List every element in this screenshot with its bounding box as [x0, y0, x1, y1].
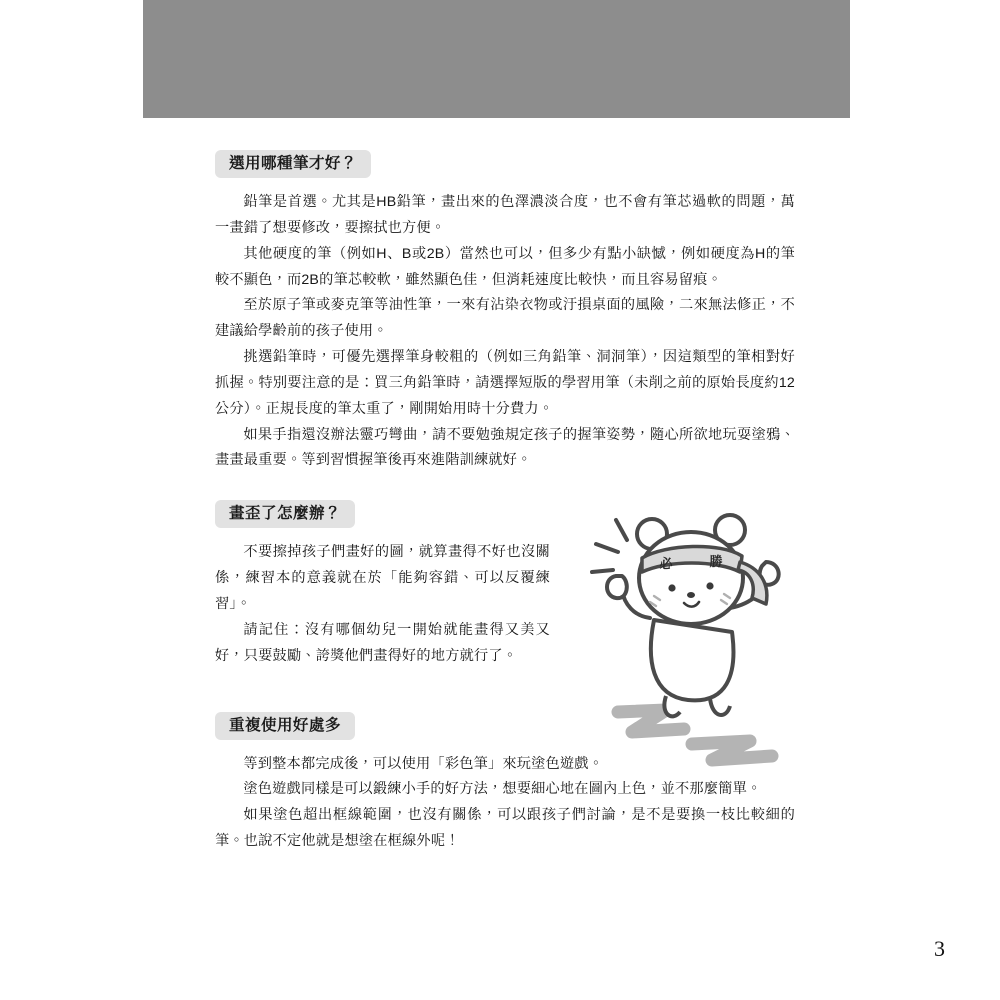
headband-text-right: 勝 [709, 554, 723, 569]
section-heading: 重複使用好處多 [215, 712, 355, 740]
section-heading: 選用哪種筆才好？ [215, 150, 371, 178]
bear-body [651, 620, 734, 700]
bear-left-paw [607, 576, 627, 598]
ground-shadow [618, 710, 772, 760]
bear-nose [687, 592, 695, 598]
paragraph: 其他硬度的筆（例如H、B或2B）當然也可以，但多少有點小缺憾，例如硬度為H的筆較不顯色，而2B的筆芯較軟，雖然顯色佳，但消耗速度比較快，而且容易留痕。 [215, 245, 795, 288]
illustration-cheering-bear [580, 500, 810, 770]
section-heading: 畫歪了怎麼辦？ [215, 500, 355, 528]
headband-text-left: 必 [659, 556, 673, 571]
paragraph: 等到整本都完成後，可以使用「彩色筆」來玩塗色遊戲。 [243, 755, 604, 772]
bear-left-eye [668, 584, 675, 591]
bear-right-leg [710, 698, 730, 715]
paragraph: 請記住：沒有哪個幼兒一開始就能畫得又美又好，只要鼓勵、誇獎他們畫得好的地方就行了。 [215, 621, 550, 664]
paragraph: 塗色遊戲同樣是可以鍛練小手的好方法，想要細心地在圖內上色，並不那麼簡單。 [243, 781, 762, 798]
motion-lines [592, 520, 627, 572]
section-pen-choice [215, 150, 795, 474]
paragraph: 如果塗色超出框線範圍，也沒有關係，可以跟孩子們討論，是不是要換一枝比較細的筆。也說不定他就是想塗在框線外呢！ [215, 807, 795, 850]
paragraph: 不要擦掉孩子們畫好的圖，就算畫得不好也沒關係，練習本的意義就在於「能夠容錯、可以反覆練習」。 [215, 544, 550, 613]
paragraph: 挑選鉛筆時，可優先選擇筆身較粗的（例如三角鉛筆、洞洞筆），因這類型的筆相對好抓握。特別要注意的是：買三角鉛筆時，請選擇短版的學習用筆（未削之前的原始長度約12公分）。正規長度的筆太重了，剛開始用時十分費力。 [215, 349, 795, 417]
paragraph: 鉛筆是首選。尤其是HB鉛筆，畫出來的色澤濃淡合度，也不會有筆芯過軟的問題，萬一畫錯了想要修改，要擦拭也方便。 [215, 194, 795, 236]
top-grey-band [143, 0, 850, 118]
page-number: 3 [934, 936, 945, 961]
section-body [215, 190, 795, 474]
paragraph: 如果手指還沒辦法靈巧彎曲，請不要勉強規定孩子的握筆姿勢，隨心所欲地玩耍塗鴉、畫畫最重要。等到習慣握筆後再來進階訓練就好。 [215, 426, 795, 469]
paragraph: 至於原子筆或麥克筆等油性筆，一來有沾染衣物或汙損桌面的風險，二來無法修正，不建議給學齡前的孩子使用。 [215, 297, 795, 340]
section-body [215, 540, 550, 669]
bear-right-eye [706, 582, 713, 589]
